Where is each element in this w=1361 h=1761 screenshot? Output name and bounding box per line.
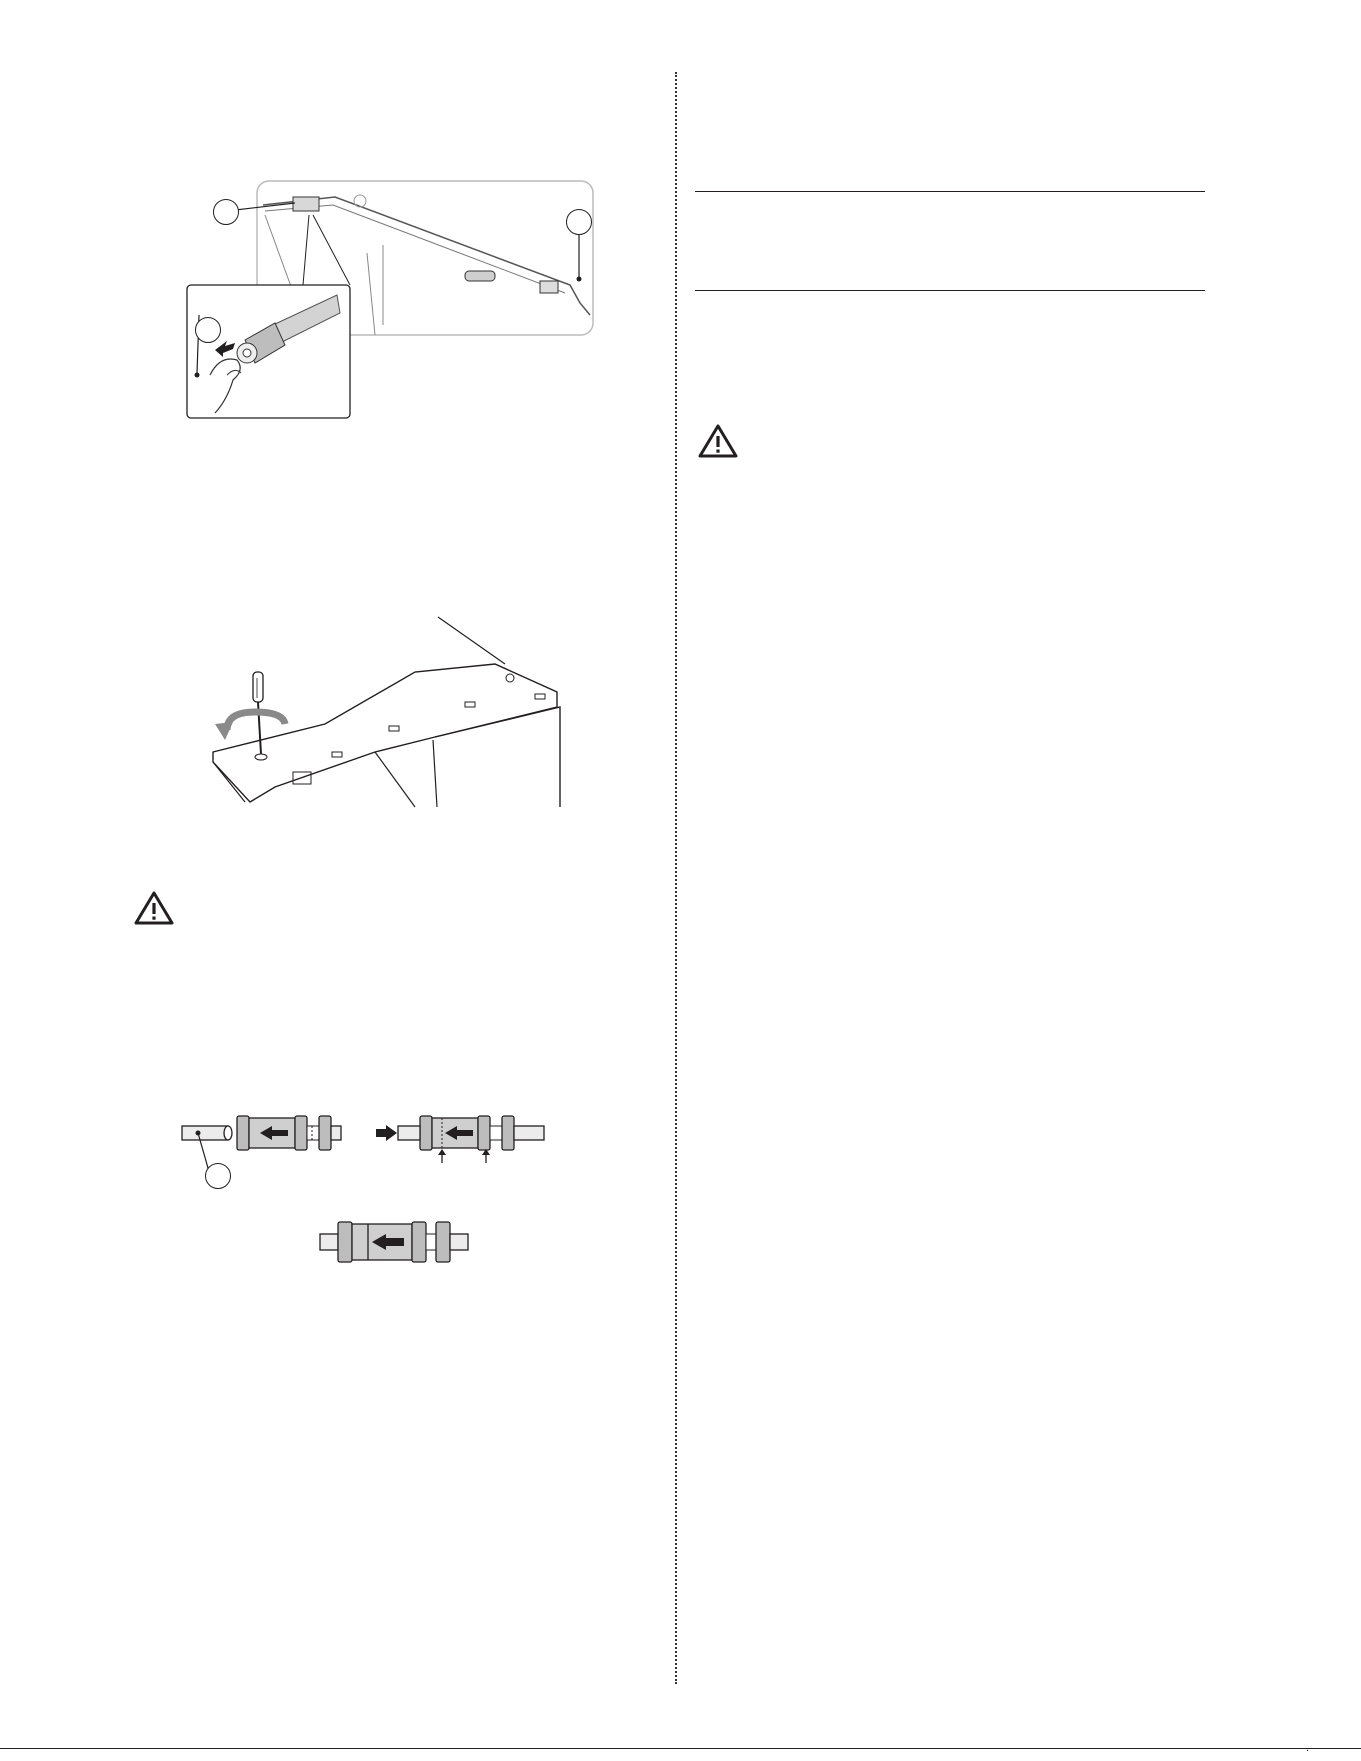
caution-warning-icon-left [133,890,175,926]
callout-marker-1 [213,199,239,225]
page-bottom-rule [0,1748,1361,1749]
caution-warning-icon-right [697,423,739,459]
page-edge-mark: . [1305,1742,1309,1754]
tube-fittings-diagram [180,1105,620,1305]
figure-tube-fittings [180,1105,620,1305]
column-divider [675,72,677,1684]
warning-triangle-icon [133,890,175,926]
figure-top-cover-removal [205,612,575,812]
tube-fitting-after-icon [398,1116,544,1163]
figure-water-line-connection [185,175,605,425]
callout-marker-2 [566,209,592,235]
fridge-top-diagram [185,175,605,425]
callout-marker-4 [205,1163,231,1189]
warning-triangle-icon [697,423,739,459]
callout-marker-3 [195,317,221,343]
section-rule-top [695,191,1205,192]
tube-fitting-connected-icon [320,1222,468,1262]
right-arrow-icon [376,1125,397,1141]
top-cover-diagram [205,612,575,812]
tube-fitting-before-icon [182,1116,341,1150]
section-rule-bottom [695,290,1205,291]
